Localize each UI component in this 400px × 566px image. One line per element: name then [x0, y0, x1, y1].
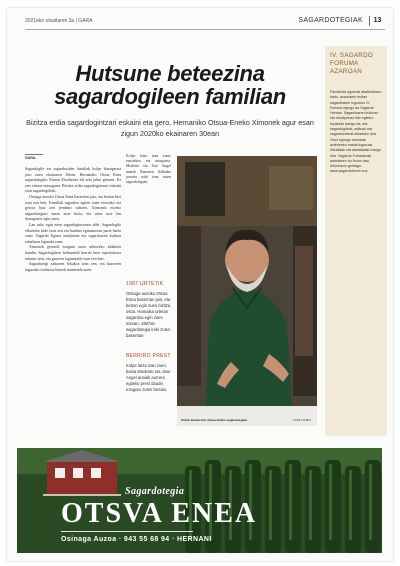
- article-photo: [177, 156, 317, 426]
- column-2-intro: Kolpe latza izan zuen, ezustekoa eta mingarria. Modesto eta Jose Angel anaiek Ximonen ibilbidea jarraitu nahi izan zuten sagardotegian.: [126, 154, 171, 185]
- ad-contact: Osinaga Auzoa · 943 55 68 94 · HERNANI: [61, 536, 212, 543]
- header-rule: [25, 29, 385, 30]
- quote-text: Kolpe latza izan zuen, baina Modesto eta Jose Angel anaiak aurrera egiteko prest daude, ezagutu zuten bezala.: [126, 363, 171, 393]
- ad-brand: OTSVA ENEA: [61, 498, 258, 529]
- body-paragraph: Lan asko egin zuen sagardogintzaren alde. Sagardogile elkarteko kide izan zen eta hainbat egitasmotan parte hartu zuen. Sagardo Eguna antolatzen eta sagardoaren kultura zabaltzen lagundu zuen.: [25, 221, 121, 244]
- quote-text: Ostiaga auzoko Otsua Enea baserrian jaio, eta bertan egin zuen bizitza osoa. Hamaika urtetan sagardoa egin zuen etxean. 1987an sagardotegia ireki zuten baserrian.: [126, 291, 171, 339]
- article-headline: Hutsune beteezina sagardogileen familian: [54, 61, 286, 109]
- body-paragraph: Sagardogile eta sagardozalen familiak kolpe ikaragarria jaso zuen ekainaren 30ean: Hernaniko Otsua Enea sagardotegiko Ximon Etxeberria hil zela jakin genuen. Ez zen ximon ezezaguna. Bizitza erdia sagardogintzari eskaini zion sagardogileak.: [25, 166, 121, 194]
- photo-caption: Ximon Etxeberria. Otsua Eneko sagardotegian.: [181, 418, 248, 422]
- photo-credit: GORKA RUBIO: [292, 419, 311, 422]
- sidebar-box: [325, 46, 387, 436]
- body-paragraph: Ostiaga auzoko Otsua Enea baserrian jaio, eta bertan bizi izan zen beti. Familiak sagardoa egiten zuen etxerako eta gerora hasi zen jendeari saltzen. Ximonek etxeko sagardotegiari eman zion bizia, eta urtez urte lan ikaragarria egin zuen.: [25, 193, 121, 222]
- section-title: SAGARDOTEGIAK: [298, 17, 363, 24]
- portrait-photo-illustration: [177, 156, 317, 426]
- sidebar-text: Pandemia egoerak ahalbidetzen badu, azaroaren erdian sagardoaren inguruko IV. Foruma egingo da Sagardo Herrian. Sagardoaren kulturaz eta ekoizpenaz hitz egiteko topaketa izango da, eta sagardogileak, adituak eta sagardozaleak elkartuko dira. Gaur egungo erronkak aztertzeko mahai-inguruak, hitzaldiak eta dastaketak izango dira. Sagardo Fundazioak antolatzen du forum hau. Informazio gehiago: www.sagardoforum.eus: [330, 90, 382, 174]
- byline: GARA: [25, 154, 43, 160]
- body-paragraph: Ximonek gertutik ezagutu zuen sektoreko aldaketa handia. Sagardogileen belaunaldi berriei bere esperientzia eskaini zien, eta gazteen laguntzaile izan zen beti.: [25, 244, 121, 261]
- advertisement: [17, 448, 382, 553]
- article-column-1: [25, 154, 121, 272]
- issue-date: 2021eko otsailaren 3a | GARA: [25, 18, 93, 24]
- quote-heading: 1987 URTETIK: [126, 281, 164, 288]
- page-number: 13: [369, 16, 385, 26]
- quote-heading: BERRIRO PREST: [126, 353, 171, 360]
- ad-divider: [61, 531, 193, 532]
- article-subhead: Bizitza erdia sagardogintzari eskaini eta gero, Hernaniko Otsua-Eneko Ximonek agur esan zigun 2020ko ekainaren 30ean: [26, 118, 314, 138]
- sidebar-title: IV. SAGARDO FORUMA AZAROAN: [330, 52, 373, 75]
- page-header: [25, 16, 385, 28]
- newspaper-page: [7, 8, 393, 561]
- article-body: [25, 166, 121, 272]
- body-paragraph: Sagardotegi zaharren lekukoa izan zen, eta kutxeren inguruko tradizioa bizirik mantendu zuen.: [25, 261, 121, 272]
- ad-subtitle: Sagardotegia: [125, 486, 185, 497]
- article-column-2: [126, 154, 171, 393]
